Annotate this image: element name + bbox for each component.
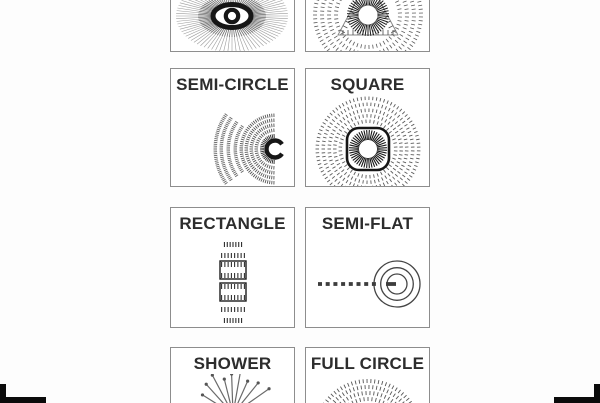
pattern-cell-shower (170, 347, 295, 403)
pattern-cell-rectangle (170, 207, 295, 328)
semi-circle-spray-diagram-icon (171, 95, 294, 186)
frame-corner-bottom-left-icon (0, 384, 46, 403)
full-circle-spray-diagram-icon (306, 374, 429, 403)
pattern-cell-square (305, 68, 430, 187)
frame-corner-bottom-right-icon (554, 384, 600, 403)
rectangle-spray-diagram-icon (171, 234, 294, 327)
triangle-spray-diagram-icon (306, 0, 429, 51)
pattern-cell-semi-circle (170, 68, 295, 187)
pattern-cell-semi-flat (305, 207, 430, 328)
pattern-cell-full-circle (305, 347, 430, 403)
semi-flat-spray-diagram-icon (306, 234, 429, 327)
square-spray-diagram-icon (306, 95, 429, 186)
pattern-label-full-circle: FULL CIRCLE (310, 354, 425, 373)
pattern-label-semi-circle: SEMI-CIRCLE (176, 75, 289, 94)
pattern-cell-oval (170, 0, 295, 52)
pattern-cell-triangle (305, 0, 430, 52)
pattern-label-square: SQUARE (330, 75, 405, 94)
oval-spray-diagram-icon (171, 0, 294, 51)
pattern-label-rectangle: RECTANGLE (179, 214, 286, 233)
pattern-label-shower: SHOWER (193, 354, 272, 373)
shower-spray-diagram-icon (171, 374, 294, 403)
pattern-label-semi-flat: SEMI-FLAT (321, 214, 414, 233)
